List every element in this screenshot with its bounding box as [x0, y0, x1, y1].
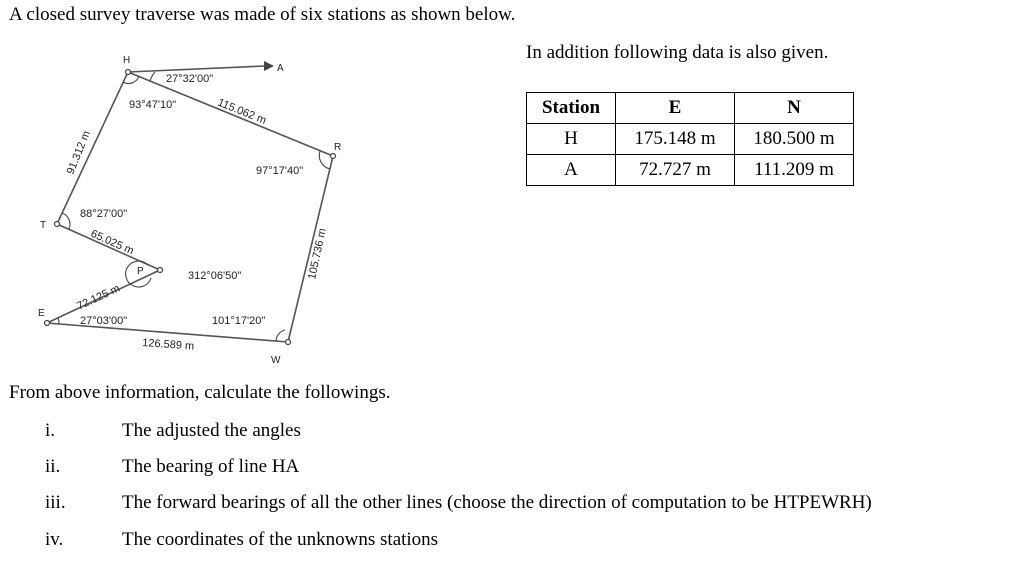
length-label-RW: 105.736 m — [306, 227, 329, 281]
traverse-diagram — [0, 0, 520, 375]
angle-label-W: 101°17'20" — [212, 315, 266, 327]
task-text: The bearing of line HA — [122, 456, 300, 477]
task-text: The coordinates of the unknowns stations — [122, 529, 439, 550]
label-E: E — [38, 308, 45, 319]
table-cell: H — [527, 124, 616, 155]
calculate-intro: From above information, calculate the followings. — [9, 382, 391, 403]
table-row — [527, 155, 854, 186]
table-cell: 175.148 m — [616, 124, 735, 155]
label-P: P — [137, 266, 144, 277]
line-TH — [57, 72, 128, 224]
station-W-marker — [286, 340, 291, 345]
angle-label-T: 88°27'00" — [80, 208, 128, 220]
length-label-HR: 115.062 m — [215, 96, 268, 127]
label-A: A — [277, 63, 284, 74]
station-P-marker — [158, 268, 163, 273]
length-label-EW: 126.589 m — [141, 337, 195, 353]
table-cell: 72.727 m — [616, 155, 735, 186]
length-label-PE: 72.125 m — [75, 282, 122, 313]
task-number: ii. — [45, 456, 61, 477]
line-HA — [128, 66, 265, 72]
angle-label-P: 312°06'50" — [188, 270, 242, 282]
task-number: iv. — [45, 529, 64, 550]
station-T-marker — [55, 222, 60, 227]
task-text: The forward bearings of all the other lines (choose the direction of computation to be HTPEWRH) — [122, 492, 872, 513]
table-header-row — [527, 93, 854, 124]
angle-arc-H-top — [150, 72, 155, 81]
station-H-marker — [126, 70, 131, 75]
table-row — [527, 124, 854, 155]
task-number: i. — [45, 420, 56, 441]
length-label-TP: 65.025 m — [88, 227, 136, 258]
table-cell: A — [527, 155, 616, 186]
angle-label-H: 93°47'10" — [129, 99, 177, 111]
table-header-northing: N — [735, 93, 854, 124]
problem-intro: A closed survey traverse was made of six stations as shown below. — [9, 4, 516, 25]
line-HR — [128, 72, 333, 156]
angle-label-E: 27°03'00" — [80, 315, 128, 327]
table-cell: 111.209 m — [735, 155, 854, 186]
extra-data-note: In addition following data is also given. — [526, 42, 829, 63]
label-R: R — [334, 142, 342, 153]
task-text: The adjusted the angles — [122, 420, 301, 441]
label-T: T — [40, 220, 47, 231]
coordinates-table — [526, 92, 854, 186]
station-E-marker — [45, 321, 50, 326]
table-header-easting: E — [616, 93, 735, 124]
label-H: H — [123, 55, 131, 66]
angle-arc-W — [276, 330, 285, 341]
table-cell: 180.500 m — [735, 124, 854, 155]
angle-label-H-top: 27°32'00" — [166, 73, 214, 85]
task-number: iii. — [45, 492, 66, 513]
table-header-station: Station — [527, 93, 616, 124]
station-R-marker — [331, 154, 336, 159]
arrow-to-A-icon — [264, 61, 274, 71]
label-W: W — [271, 355, 281, 366]
length-label-HT: 91.312 m — [64, 129, 93, 177]
line-RW — [288, 156, 333, 342]
angle-label-R: 97°17'40" — [256, 165, 304, 177]
